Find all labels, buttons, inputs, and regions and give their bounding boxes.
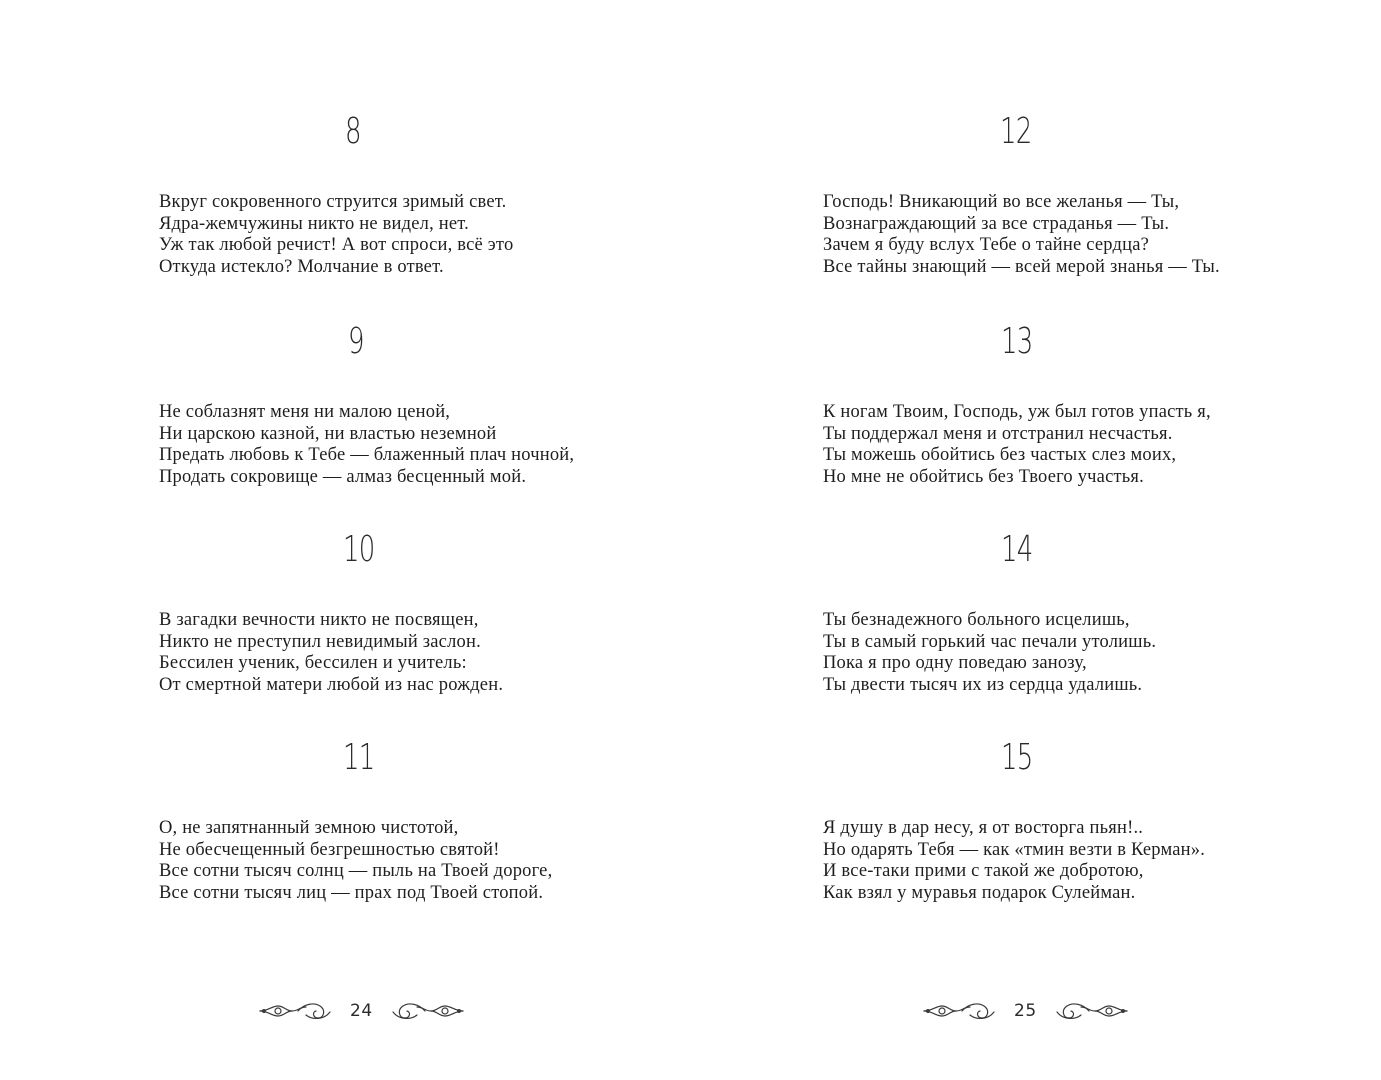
poem-line: Предать любовь к Тебе — блаженный плач ночной,: [159, 445, 575, 465]
poem-line: Продать сокровище — алмаз бесценный мой.: [159, 466, 527, 487]
poem-number: 9: [348, 321, 364, 362]
poem-line: Ты можешь обойтись без частых слез моих,: [823, 445, 1177, 465]
poem-9: [159, 322, 619, 488]
flourish-ornament-icon: [258, 998, 332, 1024]
poem-line: Ты поддержал меня и отстранил несчастья.: [823, 423, 1173, 444]
poem-text: [823, 402, 1283, 488]
page-number: 25: [1014, 1001, 1037, 1021]
poem-line: Господь! Вникающий во все желанья — Ты,: [823, 192, 1180, 212]
poem-line: К ногам Твоим, Господь, уж был готов упасть я,: [823, 402, 1211, 422]
poem-text: [823, 610, 1283, 696]
poem-line: От смертной матери любой из нас рожден.: [159, 674, 504, 695]
poem-number: 10: [343, 529, 375, 570]
left-page: [0, 0, 690, 1080]
poem-line: Ты безнадежного больного исцелишь,: [823, 610, 1130, 630]
poem-line: Откуда истекло? Молчание в ответ.: [159, 256, 444, 277]
poem-line: Как взял у муравья подарок Сулейман.: [823, 882, 1136, 903]
poem-line: Зачем я буду вслух Тебе о тайне сердца?: [823, 235, 1150, 255]
poem-number: 14: [1001, 529, 1033, 570]
poem-line: Ядра-жемчужины никто не видел, нет.: [159, 213, 469, 234]
poem-8: [159, 112, 619, 278]
poem-text: [159, 610, 619, 696]
poem-15: [823, 738, 1283, 904]
poem-line: Но одарять Тебя — как «тмин везти в Керман».: [823, 839, 1206, 860]
poem-line: Ты двести тысяч их из сердца удалишь.: [823, 674, 1143, 695]
poem-line: И все-таки прими с такой же добротою,: [823, 861, 1144, 881]
page-footer: [258, 996, 465, 1026]
poem-line: Ни царскою казной, ни властью неземной: [159, 423, 497, 444]
poem-14: [823, 530, 1283, 696]
poem-10: [159, 530, 619, 696]
poem-line: Уж так любой речист! А вот спроси, всё это: [159, 235, 514, 255]
poem-line: Не обесчещенный безгрешностью святой!: [159, 839, 500, 860]
poem-13: [823, 322, 1283, 488]
poem-line: Все сотни тысяч лиц — прах под Твоей стопой.: [159, 882, 544, 903]
flourish-ornament-icon: [1055, 998, 1129, 1024]
poem-line: О, не запятнанный земною чистотой,: [159, 818, 459, 838]
poem-number: 12: [1000, 111, 1032, 152]
poem-line: Не соблазнят меня ни малою ценой,: [159, 402, 451, 422]
poem-line: Никто не преступил невидимый заслон.: [159, 631, 481, 652]
poem-text: [823, 818, 1283, 904]
poem-text: [823, 192, 1283, 278]
poem-line: Я душу в дар несу, я от восторга пьян!..: [823, 818, 1144, 838]
poem-number: 8: [345, 111, 361, 152]
poem-number: 13: [1001, 321, 1033, 362]
poem-line: Вкруг сокровенного струится зримый свет.: [159, 192, 507, 212]
flourish-ornament-icon: [922, 998, 996, 1024]
poem-12: [823, 112, 1283, 278]
right-page: [690, 0, 1381, 1080]
poem-line: В загадки вечности никто не посвящен,: [159, 610, 479, 630]
poem-line: Все тайны знающий — всей мерой знанья — Ты.: [823, 256, 1220, 277]
poem-line: Но мне не обойтись без Твоего участья.: [823, 466, 1144, 487]
poem-line: Ты в самый горький час печали утолишь.: [823, 631, 1157, 652]
flourish-ornament-icon: [391, 998, 465, 1024]
poem-line: Пока я про одну поведаю занозу,: [823, 653, 1087, 673]
poem-line: Все сотни тысяч солнц — пыль на Твоей дороге,: [159, 861, 553, 881]
poem-line: Вознаграждающий за все страданья — Ты.: [823, 213, 1170, 234]
poem-text: [159, 818, 619, 904]
poem-11: [159, 738, 619, 904]
page-footer: [922, 996, 1129, 1026]
poem-number: 15: [1001, 737, 1033, 778]
poem-text: [159, 192, 619, 278]
poem-line: Бессилен ученик, бессилен и учитель:: [159, 653, 467, 673]
poem-text: [159, 402, 619, 488]
poem-number: 11: [343, 737, 375, 778]
page-number: 24: [350, 1001, 373, 1021]
